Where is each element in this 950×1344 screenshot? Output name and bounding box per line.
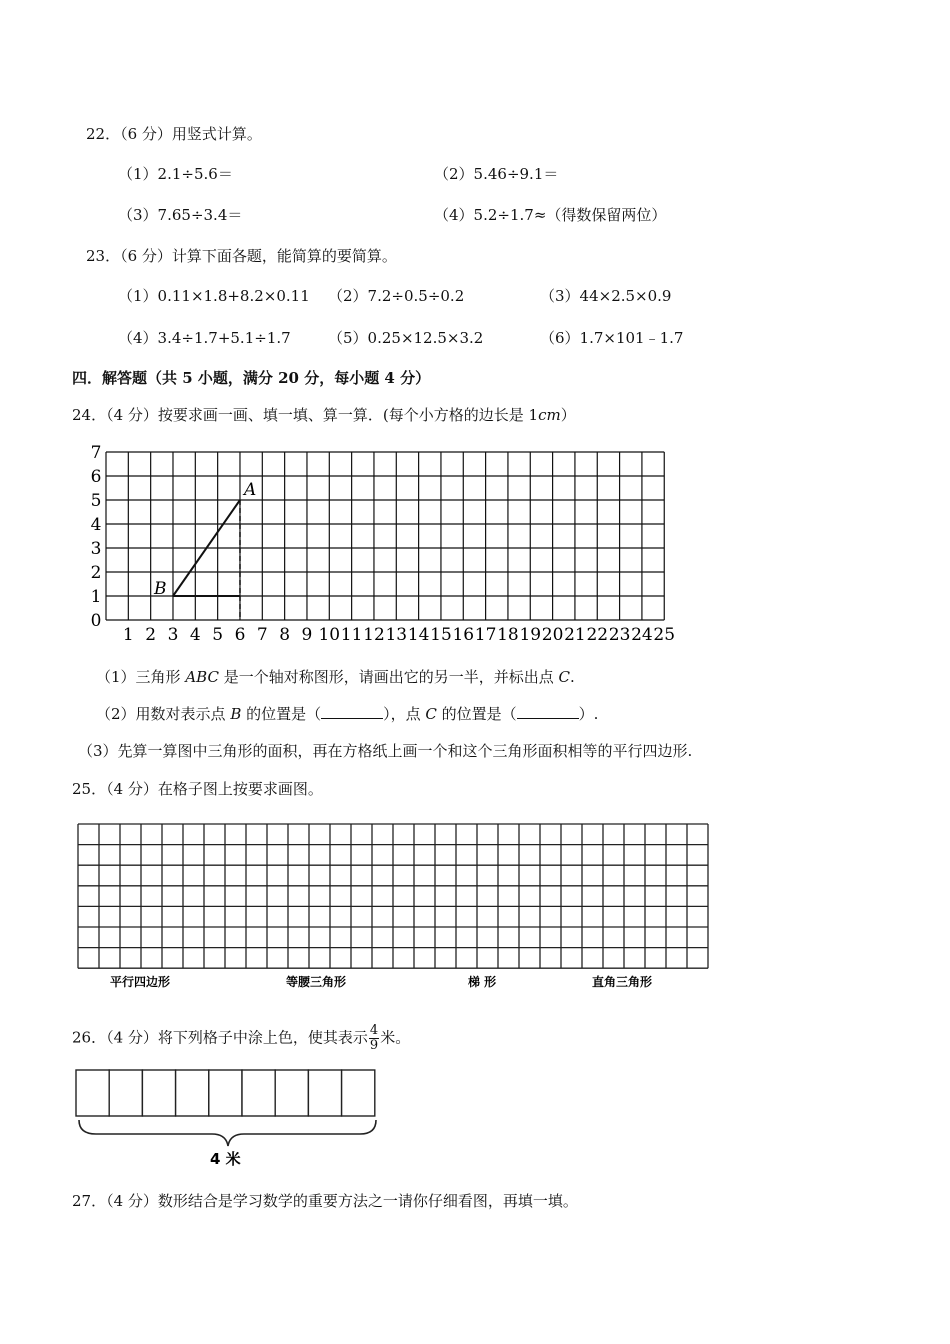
q25-label-trapezoid: 梯 形 xyxy=(468,975,497,989)
q22-item-4: （4）5.2÷1.7≈（得数保留两位） xyxy=(434,206,667,224)
q22-item-3: （3）7.65÷3.4＝ xyxy=(118,206,243,224)
q24-x-tick-label: 14 xyxy=(407,625,430,645)
q25-label-parallelogram: 平行四边形 xyxy=(110,975,171,989)
q24-x-tick-label: 5 xyxy=(212,625,224,645)
q26-length-label: 4 米 xyxy=(210,1150,241,1168)
q24-x-tick-label: 17 xyxy=(474,625,497,645)
q24-y-tick-label: 0 xyxy=(90,611,102,631)
section-4-heading: 四．解答题（共 5 小题，满分 20 分，每小题 4 分） xyxy=(72,369,431,387)
q26-title xyxy=(72,1024,410,1053)
q23-item-3: （3）44×2.5×0.9 xyxy=(540,287,672,305)
q25-label-right-triangle: 直角三角形 xyxy=(592,975,653,989)
q26-strip-cell[interactable] xyxy=(308,1070,341,1116)
q26-strip-cell[interactable] xyxy=(176,1070,209,1116)
q24-x-tick-label: 8 xyxy=(279,625,291,645)
q27-title: 27．（4 分）数形结合是学习数学的重要方法之一请你仔细看图，再填一填。 xyxy=(72,1192,578,1210)
point-c-answer-blank[interactable] xyxy=(517,704,579,719)
q23-item-4: （4）3.4÷1.7+5.1÷1.7 xyxy=(118,329,291,347)
q24-x-tick-label: 19 xyxy=(519,625,542,645)
q24-grid-lines xyxy=(106,452,664,620)
q26-fraction-denominator: 9 xyxy=(369,1038,379,1053)
q24-x-tick-label: 6 xyxy=(234,625,246,645)
q24-x-tick-label: 22 xyxy=(586,625,609,645)
q24-x-tick-label: 20 xyxy=(541,625,564,645)
q26-strip-cell[interactable] xyxy=(242,1070,275,1116)
q24-y-axis-labels xyxy=(91,443,102,631)
point-b-label: B xyxy=(154,579,167,599)
q26-fraction xyxy=(369,1024,379,1053)
q24-sub1-mid: 是一个轴对称图形，请画出它的另一半，并标出点 xyxy=(218,668,559,686)
q24-sub1-pre: （1）三角形 xyxy=(96,668,186,686)
q22-item-2: （2）5.46÷9.1＝ xyxy=(434,165,559,183)
q24-x-tick-label: 13 xyxy=(385,625,408,645)
q26-strip-cell[interactable] xyxy=(342,1070,375,1116)
q25-drawing-grid xyxy=(76,822,716,1002)
q24-sub1-c: C xyxy=(558,668,570,686)
q24-sub2-b: B xyxy=(230,705,242,723)
q26-title-end: 米。 xyxy=(380,1028,411,1047)
q24-coordinate-grid xyxy=(80,440,680,645)
q24-x-tick-label: 7 xyxy=(256,625,268,645)
q24-title-unit: cm xyxy=(538,406,561,424)
q26-strip-cell[interactable] xyxy=(109,1070,142,1116)
q24-x-tick-label: 10 xyxy=(318,625,341,645)
q24-x-tick-label: 4 xyxy=(189,625,201,645)
q25-title: 25．（4 分）在格子图上按要求画图。 xyxy=(72,780,323,798)
q24-x-tick-label: 25 xyxy=(653,625,676,645)
q24-y-tick-label: 1 xyxy=(90,587,102,607)
q24-title-text: 24．（4 分）按要求画一画、填一填、算一算．(每个小方格的边长是 1 xyxy=(72,406,539,424)
q22-title: 22．（6 分）用竖式计算。 xyxy=(86,125,262,143)
q24-x-tick-label: 2 xyxy=(145,625,157,645)
q23-item-6: （6）1.7×101﹣1.7 xyxy=(540,329,684,347)
q24-sub2-mid3: 的位置是（ xyxy=(436,705,517,723)
q24-sub2 xyxy=(96,704,598,724)
q24-sub2-pre: （2）用数对表示点 xyxy=(96,705,231,723)
point-a-label: A xyxy=(244,480,257,500)
q24-sub3: （3）先算一算图中三角形的面积，再在方格纸上画一个和这个三角形面积相等的平行四边形. xyxy=(78,742,693,760)
q24-x-tick-label: 23 xyxy=(608,625,631,645)
q22-item-1: （1）2.1÷5.6＝ xyxy=(118,165,233,183)
point-b-answer-blank[interactable] xyxy=(321,704,383,719)
q24-sub2-c: C xyxy=(425,705,437,723)
q26-strip-cell[interactable] xyxy=(275,1070,308,1116)
q24-x-tick-label: 21 xyxy=(564,625,586,645)
q24-y-tick-label: 6 xyxy=(90,467,102,487)
q26-fraction-numerator: 4 xyxy=(369,1023,379,1038)
q24-x-tick-label: 24 xyxy=(631,625,653,645)
q23-item-5: （5）0.25×12.5×3.2 xyxy=(328,329,484,347)
q24-x-tick-label: 16 xyxy=(452,625,475,645)
q24-sub1-end: . xyxy=(569,668,575,686)
q23-item-2: （2）7.2÷0.5÷0.2 xyxy=(328,287,465,305)
q24-sub2-end: ）. xyxy=(578,705,599,723)
q23-title: 23．（6 分）计算下面各题，能简算的要简算。 xyxy=(86,247,397,265)
q24-sub2-mid2: ），点 xyxy=(383,705,426,723)
q26-strip-cell[interactable] xyxy=(209,1070,242,1116)
q24-title-end: ） xyxy=(560,406,576,424)
q24-sub1 xyxy=(96,667,575,687)
q24-y-tick-label: 3 xyxy=(90,539,102,559)
q24-x-tick-label: 12 xyxy=(363,625,385,645)
q24-x-tick-label: 18 xyxy=(497,625,519,645)
q26-brace xyxy=(79,1120,376,1146)
q24-y-tick-label: 2 xyxy=(90,563,102,583)
q24-title xyxy=(72,405,576,425)
q24-x-tick-label: 3 xyxy=(167,625,179,645)
q24-y-tick-label: 4 xyxy=(90,515,102,535)
q24-x-axis-labels xyxy=(123,625,675,645)
q24-x-tick-label: 15 xyxy=(430,625,452,645)
q24-x-tick-label: 9 xyxy=(301,625,313,645)
q26-strip xyxy=(74,1068,394,1178)
q23-item-1: （1）0.11×1.8+8.2×0.11 xyxy=(118,287,310,305)
q25-label-isosceles-triangle: 等腰三角形 xyxy=(286,975,347,989)
q24-x-tick-label: 11 xyxy=(340,625,363,645)
q24-sub1-abc: ABC xyxy=(185,668,219,686)
q26-strip-cells xyxy=(76,1070,375,1116)
q24-sub2-mid1: 的位置是（ xyxy=(241,705,322,723)
q24-y-tick-label: 5 xyxy=(90,491,102,511)
q24-x-tick-label: 1 xyxy=(122,625,134,645)
q26-title-text: 26．（4 分）将下列格子中涂上色，使其表示 xyxy=(72,1028,368,1047)
q25-grid-lines xyxy=(78,824,708,968)
q24-y-tick-label: 7 xyxy=(90,443,102,463)
q26-strip-cell[interactable] xyxy=(76,1070,109,1116)
q26-strip-cell[interactable] xyxy=(142,1070,175,1116)
